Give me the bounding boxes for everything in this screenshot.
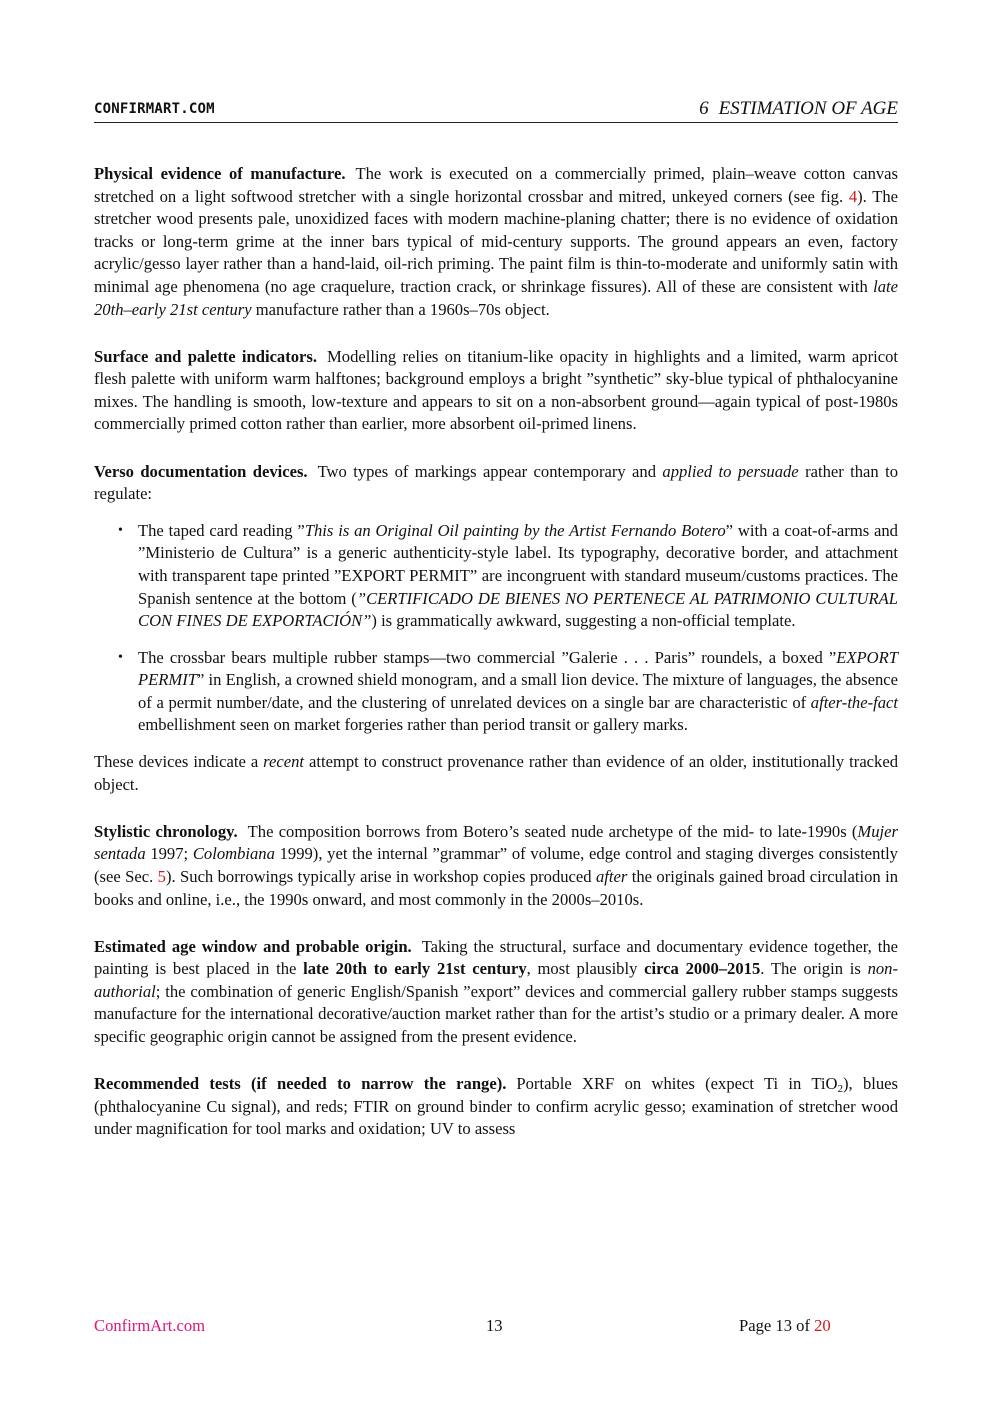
page-header [94, 98, 898, 123]
text-run: ). The stretcher wood presents pale, unoxidized faces with modern machine-planing chatter; there is no evidence of oxidation tracks or long-term grime at the inner bars typical of mid-century supports. The ground appears an even, factory acrylic/gesso layer rather than a hand-laid, oil-rich priming. The paint film is thin-to-moderate and uniformly satin with minimal age phenomena (no age craquelure, traction crack, or shrinkage fissures). All of these are consistent with [94, 186, 898, 296]
footer-page-number: 13 [486, 1316, 503, 1335]
total-pages-link[interactable]: 20 [814, 1316, 831, 1335]
text-run: The composition borrows from Botero’s seated nude archetype of the mid- to late-1990s ( [247, 821, 858, 841]
paragraph-heading: Verso documentation devices. [94, 461, 308, 481]
text-run: The work is executed on a commercially primed, plain–weave cotton canvas stretched on a light softwood stretcher with a single horizontal crossbar and mitred, unkeyed corners (see fig. [94, 164, 898, 206]
paragraph-heading: Recommended tests (if needed to narrow the range). [94, 1074, 507, 1094]
emphasis: non-authorial [94, 959, 898, 1001]
footer-page-count [739, 1316, 831, 1336]
text-run: ). Such borrowings typically arise in workshop copies produced [165, 866, 596, 886]
text-run: Portable XRF on whites (expect Ti in TiO [516, 1074, 838, 1094]
text-run: Two types of markings appear contemporary and [317, 461, 663, 481]
text-run: attempt to construct provenance rather than evidence of an older, institutionally tracked object. [94, 752, 899, 794]
emphasis: after-the-fact [810, 692, 898, 712]
text-run: Taking the structural, surface and documentary evidence together, the painting is best placed in the [94, 936, 898, 979]
paragraph-heading: Stylistic chronology. [94, 821, 238, 841]
emphasis: applied to persuade [662, 461, 799, 481]
text-run: ” with a coat-of-arms and ”Ministerio de Cultura” is a generic authenticity-style label. Its typography, decorative border, and attachment with transparent tape printed ”EXPORT PERMIT” are incongruent with standard museum/customs practices. The Spanish sentence at the bottom ( [138, 520, 898, 608]
header-logo: CONFIRMART.COM [94, 101, 215, 117]
text-run: ) is grammatically awkward, suggesting a non-official template. [371, 611, 796, 631]
paragraph-devices-conclusion [94, 751, 898, 796]
text-run: These devices indicate a [94, 752, 264, 772]
subscript: 2 [837, 1083, 843, 1096]
emphasis: late 20th–early 21st century [94, 276, 898, 319]
text-run: 1999), yet the internal ”grammar” of volume, edge control and staging diverges consistently (see Sec. [94, 844, 898, 886]
paragraph-verso-documentation [94, 461, 898, 506]
text-run: 1997; [145, 844, 193, 864]
text-run: the originals gained broad circulation in books and online, i.e., the 1990s onward, and most commonly in the 2000s–2010s. [94, 866, 899, 909]
emphasis: ”CERTIFICADO DE BIENES NO PERTENECE AL PATRIMONIO CULTURAL CON FINES DE EXPORTACIÓN” [138, 588, 898, 631]
section-reference-link[interactable]: 5 [157, 866, 166, 886]
paragraph-heading: Surface and palette indicators. [94, 346, 318, 366]
running-section-title [699, 98, 898, 120]
paragraph-stylistic-chronology [94, 821, 898, 911]
section-title: ESTIMATION OF AGE [718, 98, 898, 119]
paragraph-recommended-tests [94, 1073, 898, 1141]
footer-site-link[interactable]: ConfirmArt.com [94, 1316, 206, 1335]
text-run: . The origin is [760, 959, 868, 979]
page-count-prefix: Page 13 of [739, 1316, 815, 1335]
bold-run: circa 2000–2015 [644, 959, 761, 979]
section-number: 6 [699, 98, 709, 119]
emphasis: Colombiana [192, 844, 275, 864]
text-run: , most plausibly [526, 959, 645, 979]
text-run: ; the combination of generic English/Spanish ”export” devices and commercial gallery rubber stamps suggests manufacture for the international decorative/auction market rather than for the artist’s studio or a primary dealer. A more specific geographic origin cannot be assigned from the present evidence. [94, 981, 898, 1046]
paragraph-surface-palette [94, 346, 898, 436]
emphasis: EXPORT PERMIT [138, 647, 898, 690]
text-run: manufacture rather than a 1960s–70s object. [251, 299, 550, 319]
emphasis: recent [263, 752, 305, 772]
body-text [94, 163, 898, 1141]
page-footer [94, 1316, 898, 1338]
bold-run: late 20th to early 21st century [303, 959, 527, 979]
verso-devices-list [94, 520, 898, 737]
list-item [138, 647, 898, 737]
emphasis: after [595, 866, 628, 886]
emphasis: Mujer sentada [94, 821, 898, 864]
emphasis: This is an Original Oil painting by the Artist Fernando Botero [304, 520, 726, 540]
paragraph-physical-evidence [94, 163, 898, 321]
text-run: Modelling relies on titanium-like opacity in highlights and a limited, warm apricot flesh palette with uniform warm halftones; background employs a bright ”synthetic” sky-blue typical of phthalocyanine mixes. The handling is smooth, low-texture and appears to sit on a non-absorbent ground—again typical of post-1980s commercially primed cotton rather than earlier, more absorbent oil-primed linens. [94, 346, 898, 434]
text-run: The taped card reading ” [138, 520, 305, 540]
paragraph-heading: Physical evidence of manufacture. [94, 164, 346, 183]
text-run: embellishment seen on market forgeries rather than period transit or gallery marks. [138, 715, 688, 735]
text-run: rather than to regulate: [94, 461, 898, 504]
list-item [138, 520, 898, 633]
text-run: ), blues (phthalocyanine Cu signal), and reds; FTIR on ground binder to confirm acrylic gesso; examination of stretcher wood under magnification for tool marks and oxidation; UV to assess [94, 1074, 898, 1139]
paragraph-age-window [94, 936, 898, 1049]
text-run: ” in English, a crowned shield monogram, and a small lion device. The mixture of languages, the absence of a permit number/date, and the clustering of unrelated devices on a single bar are characteristic of [138, 670, 898, 712]
paragraph-heading: Estimated age window and probable origin. [94, 936, 412, 956]
text-run: The crossbar bears multiple rubber stamps—two commercial ”Galerie . . . Paris” roundels, a boxed ” [138, 647, 837, 667]
figure-reference-link[interactable]: 4 [848, 186, 858, 206]
